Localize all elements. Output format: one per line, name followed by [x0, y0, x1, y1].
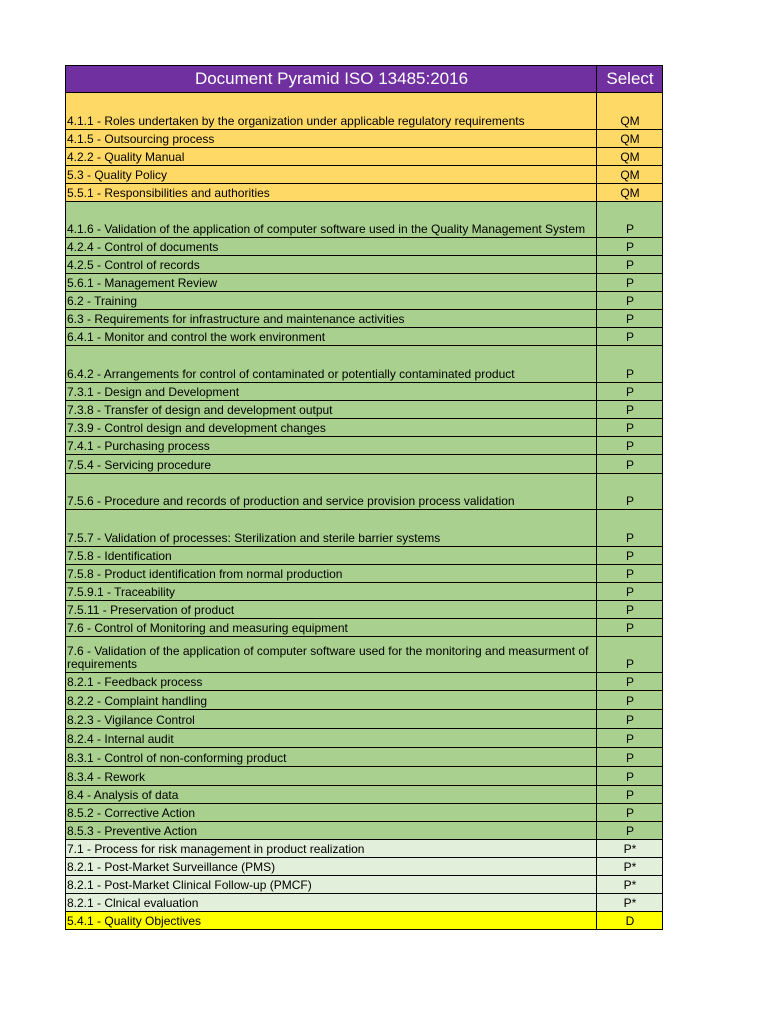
select-cell[interactable]: P	[597, 547, 663, 565]
table-row	[66, 565, 663, 583]
requirement-cell[interactable]: 7.5.11 - Preservation of product	[66, 601, 597, 619]
requirement-cell[interactable]: 6.2 - Training	[66, 292, 597, 310]
table-row	[66, 328, 663, 346]
requirement-cell[interactable]: 8.2.1 - Feedback process	[66, 673, 597, 691]
requirement-cell[interactable]: 7.3.9 - Control design and development changes	[66, 419, 597, 437]
table-row	[66, 691, 663, 710]
requirement-cell[interactable]: 7.5.7 - Validation of processes: Sterilization and sterile barrier systems	[66, 510, 597, 547]
select-cell[interactable]: P	[597, 292, 663, 310]
requirement-cell[interactable]: 4.2.2 - Quality Manual	[66, 148, 597, 166]
table-row	[66, 858, 663, 876]
table-row	[66, 455, 663, 474]
table-row	[66, 292, 663, 310]
requirement-cell[interactable]: 8.3.1 - Control of non-conforming product	[66, 748, 597, 767]
requirement-cell[interactable]: 8.2.1 - Clnical evaluation	[66, 894, 597, 912]
select-cell[interactable]: P	[597, 822, 663, 840]
select-cell[interactable]: QM	[597, 93, 663, 130]
requirement-cell[interactable]: 7.3.1 - Design and Development	[66, 383, 597, 401]
requirement-cell[interactable]: 7.5.8 - Identification	[66, 547, 597, 565]
select-cell[interactable]: P	[597, 767, 663, 786]
select-cell[interactable]: P	[597, 673, 663, 691]
table-row	[66, 583, 663, 601]
table-row	[66, 547, 663, 565]
requirement-cell[interactable]: 7.1 - Process for risk management in product realization	[66, 840, 597, 858]
select-cell[interactable]: P	[597, 710, 663, 729]
requirement-cell[interactable]: 8.5.3 - Preventive Action	[66, 822, 597, 840]
document-pyramid-table	[65, 65, 663, 930]
table-row	[66, 510, 663, 547]
requirement-cell[interactable]: 5.6.1 - Management Review	[66, 274, 597, 292]
select-cell[interactable]: P	[597, 691, 663, 710]
requirement-cell[interactable]: 8.5.2 - Corrective Action	[66, 804, 597, 822]
select-cell[interactable]: P	[597, 601, 663, 619]
table-row	[66, 894, 663, 912]
requirement-cell[interactable]: 7.5.9.1 - Traceability	[66, 583, 597, 601]
table-row	[66, 767, 663, 786]
table-row	[66, 93, 663, 130]
select-cell[interactable]: P	[597, 346, 663, 383]
table-row	[66, 822, 663, 840]
table-row	[66, 474, 663, 510]
requirement-cell[interactable]: 7.6 - Control of Monitoring and measuring equipment	[66, 619, 597, 637]
select-cell[interactable]: P	[597, 583, 663, 601]
table-row	[66, 148, 663, 166]
table-row	[66, 601, 663, 619]
table-row	[66, 804, 663, 822]
select-cell[interactable]: P	[597, 238, 663, 256]
select-cell[interactable]: P	[597, 619, 663, 637]
table-row	[66, 673, 663, 691]
requirement-cell[interactable]: 8.2.4 - Internal audit	[66, 729, 597, 748]
requirement-cell[interactable]: 8.2.1 - Post-Market Clinical Follow-up (PMCF)	[66, 876, 597, 894]
select-cell[interactable]: P	[597, 729, 663, 748]
select-cell[interactable]: QM	[597, 148, 663, 166]
select-cell[interactable]: P	[597, 510, 663, 547]
select-cell[interactable]: P	[597, 256, 663, 274]
table-row	[66, 437, 663, 455]
select-cell[interactable]: P	[597, 786, 663, 804]
requirement-cell[interactable]: 7.5.6 - Procedure and records of production and service provision process validation	[66, 474, 597, 510]
table-row	[66, 401, 663, 419]
requirement-cell[interactable]: 5.5.1 - Responsibilities and authorities	[66, 184, 597, 202]
requirement-cell[interactable]: 4.2.5 - Control of records	[66, 256, 597, 274]
table-row	[66, 876, 663, 894]
select-cell[interactable]: QM	[597, 130, 663, 148]
requirement-cell[interactable]: 7.6 - Validation of the application of computer software used for the monitoring and measurment of requirements	[66, 637, 597, 673]
table-row	[66, 637, 663, 673]
select-cell[interactable]: P	[597, 202, 663, 238]
select-header[interactable]: Select	[597, 66, 663, 93]
document-pyramid-sheet	[65, 65, 662, 930]
select-cell[interactable]: P	[597, 748, 663, 767]
select-cell[interactable]: P	[597, 437, 663, 455]
select-cell[interactable]: P*	[597, 876, 663, 894]
select-cell[interactable]: P	[597, 274, 663, 292]
requirement-cell[interactable]: 7.3.8 - Transfer of design and development output	[66, 401, 597, 419]
table-row	[66, 912, 663, 930]
table-row	[66, 274, 663, 292]
requirement-cell[interactable]: 7.5.4 - Servicing procedure	[66, 455, 597, 474]
requirement-cell[interactable]: 5.3 - Quality Policy	[66, 166, 597, 184]
select-cell[interactable]: P*	[597, 858, 663, 876]
table-row	[66, 786, 663, 804]
select-cell[interactable]: P	[597, 419, 663, 437]
requirement-cell[interactable]: 8.2.2 - Complaint handling	[66, 691, 597, 710]
table-row	[66, 748, 663, 767]
header-row	[66, 66, 663, 93]
select-cell[interactable]: P*	[597, 840, 663, 858]
select-cell[interactable]: P	[597, 401, 663, 419]
table-row	[66, 310, 663, 328]
requirement-cell[interactable]: 7.4.1 - Purchasing process	[66, 437, 597, 455]
table-row	[66, 840, 663, 858]
requirement-cell[interactable]: 8.2.3 - Vigilance Control	[66, 710, 597, 729]
requirement-cell[interactable]: 5.4.1 - Quality Objectives	[66, 912, 597, 930]
requirement-cell[interactable]: 6.4.1 - Monitor and control the work environment	[66, 328, 597, 346]
requirement-cell[interactable]: 7.5.8 - Product identification from normal production	[66, 565, 597, 583]
select-cell[interactable]: P*	[597, 894, 663, 912]
table-body	[66, 93, 663, 930]
table-row	[66, 419, 663, 437]
table-row	[66, 710, 663, 729]
select-cell[interactable]: P	[597, 383, 663, 401]
table-row	[66, 184, 663, 202]
table-title[interactable]: Document Pyramid ISO 13485:2016	[66, 66, 597, 93]
table-row	[66, 238, 663, 256]
requirement-cell[interactable]: 8.2.1 - Post-Market Surveillance (PMS)	[66, 858, 597, 876]
select-cell[interactable]: P	[597, 637, 663, 673]
select-cell[interactable]: P	[597, 328, 663, 346]
requirement-cell[interactable]: 6.4.2 - Arrangements for control of contaminated or potentially contaminated product	[66, 346, 597, 383]
select-cell[interactable]: P	[597, 565, 663, 583]
requirement-cell[interactable]: 8.3.4 - Rework	[66, 767, 597, 786]
select-cell[interactable]: P	[597, 474, 663, 510]
requirement-cell[interactable]: 4.1.1 - Roles undertaken by the organization under applicable regulatory requirements	[66, 93, 597, 130]
requirement-cell[interactable]: 4.2.4 - Control of documents	[66, 238, 597, 256]
requirement-cell[interactable]: 4.1.6 - Validation of the application of computer software used in the Quality Management System	[66, 202, 597, 238]
table-row	[66, 729, 663, 748]
select-cell[interactable]: P	[597, 804, 663, 822]
select-cell[interactable]: D	[597, 912, 663, 930]
table-row	[66, 202, 663, 238]
requirement-cell[interactable]: 8.4 - Analysis of data	[66, 786, 597, 804]
requirement-cell[interactable]: 6.3 - Requirements for infrastructure and maintenance activities	[66, 310, 597, 328]
table-row	[66, 383, 663, 401]
select-cell[interactable]: QM	[597, 184, 663, 202]
table-row	[66, 166, 663, 184]
table-row	[66, 619, 663, 637]
select-cell[interactable]: QM	[597, 166, 663, 184]
table-row	[66, 256, 663, 274]
select-cell[interactable]: P	[597, 310, 663, 328]
requirement-cell[interactable]: 4.1.5 - Outsourcing process	[66, 130, 597, 148]
select-cell[interactable]: P	[597, 455, 663, 474]
table-row	[66, 346, 663, 383]
table-row	[66, 130, 663, 148]
